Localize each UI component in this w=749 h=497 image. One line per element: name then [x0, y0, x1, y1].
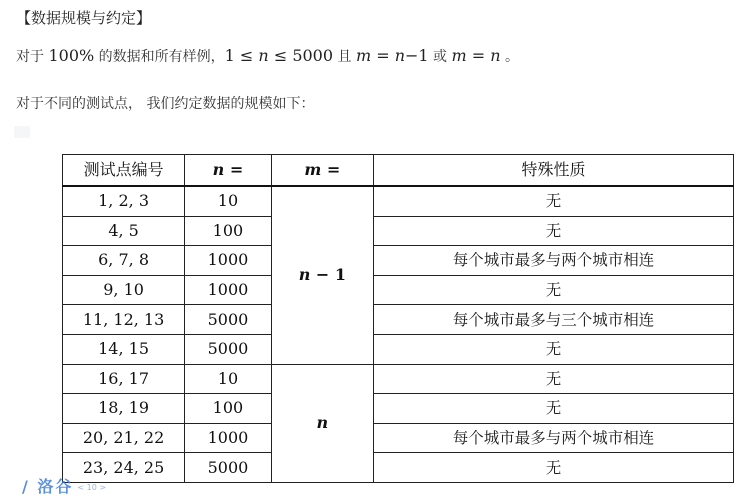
table-row: [63, 394, 734, 424]
cell-property: 无: [374, 364, 734, 394]
math-var-n: n: [394, 46, 405, 65]
cell-m-group-1: [271, 186, 373, 364]
table-row: [63, 246, 734, 276]
math-range-lower: 1 ≤: [224, 46, 259, 65]
m-group-2-var: n: [316, 413, 329, 433]
cell-test-ids: 14, 15: [63, 334, 185, 364]
cell-property: 无: [374, 334, 734, 364]
table-row: [63, 305, 734, 335]
math-m-eq-n-minus-1: [356, 46, 429, 65]
m-group-1-var: n: [298, 265, 311, 285]
table-row: [63, 275, 734, 305]
math-var-m: m: [355, 46, 372, 65]
cell-test-ids: 23, 24, 25: [63, 453, 185, 483]
table-row: [63, 364, 734, 394]
table-row: [63, 453, 734, 483]
table-row: [63, 423, 734, 453]
para1-text-2: 的数据和所有样例，: [94, 49, 225, 65]
cell-property: 每个城市最多与两个城市相连: [374, 423, 734, 453]
watermark-page-indicator: < 10 >: [77, 483, 107, 492]
cell-n: 1000: [185, 275, 272, 305]
cell-test-ids: 18, 19: [63, 394, 185, 424]
cell-test-ids: 6, 7, 8: [63, 246, 185, 276]
cell-test-ids: 20, 21, 22: [63, 423, 185, 453]
math-eq: =: [371, 46, 395, 65]
cell-property: 无: [374, 453, 734, 483]
para1-text-4: 或: [428, 49, 452, 65]
header-n: [185, 155, 272, 187]
header-test-id: 测试点编号: [63, 155, 185, 187]
header-special-property: 特殊性质: [374, 155, 734, 187]
header-m-var: m: [304, 160, 322, 179]
cell-property: 每个城市最多与两个城市相连: [374, 246, 734, 276]
math-var-n: n: [258, 46, 269, 65]
cell-test-ids: 1, 2, 3: [63, 186, 185, 216]
para1-text-5: 。: [500, 49, 520, 65]
cell-test-ids: 11, 12, 13: [63, 305, 185, 335]
test-case-table: [62, 154, 734, 483]
math-var-n: n: [490, 46, 501, 65]
cell-test-ids: 16, 17: [63, 364, 185, 394]
header-m-eq: =: [321, 160, 341, 179]
math-eq: =: [466, 46, 491, 65]
cell-property: 无: [374, 275, 734, 305]
cell-n: 5000: [185, 453, 272, 483]
cell-property: 无: [374, 216, 734, 246]
cell-property: 无: [374, 186, 734, 216]
header-n-eq: =: [224, 160, 244, 179]
cell-test-ids: 4, 5: [63, 216, 185, 246]
image-placeholder-corner: [14, 126, 30, 138]
cell-property: 每个城市最多与三个城市相连: [374, 305, 734, 335]
math-m-eq-n: [452, 46, 501, 65]
constraint-paragraph: [16, 46, 519, 66]
header-m: [271, 155, 373, 187]
math-percent: 100%: [48, 46, 95, 65]
scale-intro-paragraph: 对于不同的测试点， 我们约定数据的规模如下：: [16, 96, 315, 112]
math-var-m: m: [451, 46, 467, 65]
cell-n: 1000: [185, 423, 272, 453]
cell-m-group-2: [271, 364, 373, 482]
table-row: [63, 334, 734, 364]
watermark-logo-text: / 洛谷: [22, 477, 74, 496]
table-row: [63, 216, 734, 246]
cell-n: 5000: [185, 334, 272, 364]
math-range-upper: ≤ 5000: [268, 46, 334, 65]
cell-test-ids: 9, 10: [63, 275, 185, 305]
math-minus-one: −1: [405, 46, 429, 65]
cell-n: 1000: [185, 246, 272, 276]
section-heading: 【数据规模与约定】: [16, 9, 152, 27]
cell-n: 10: [185, 364, 272, 394]
para1-text-1: 对于: [16, 49, 49, 65]
table-header-row: [63, 155, 734, 187]
cell-n: 5000: [185, 305, 272, 335]
table-row: [63, 186, 734, 216]
m-group-1-rest: − 1: [310, 265, 347, 285]
cell-n: 10: [185, 186, 272, 216]
cell-n: 100: [185, 394, 272, 424]
para1-text-3: 且: [333, 49, 356, 65]
cell-n: 100: [185, 216, 272, 246]
header-n-var: n: [212, 160, 225, 179]
site-watermark: [22, 474, 107, 496]
math-range: [225, 46, 333, 65]
cell-property: 无: [374, 394, 734, 424]
